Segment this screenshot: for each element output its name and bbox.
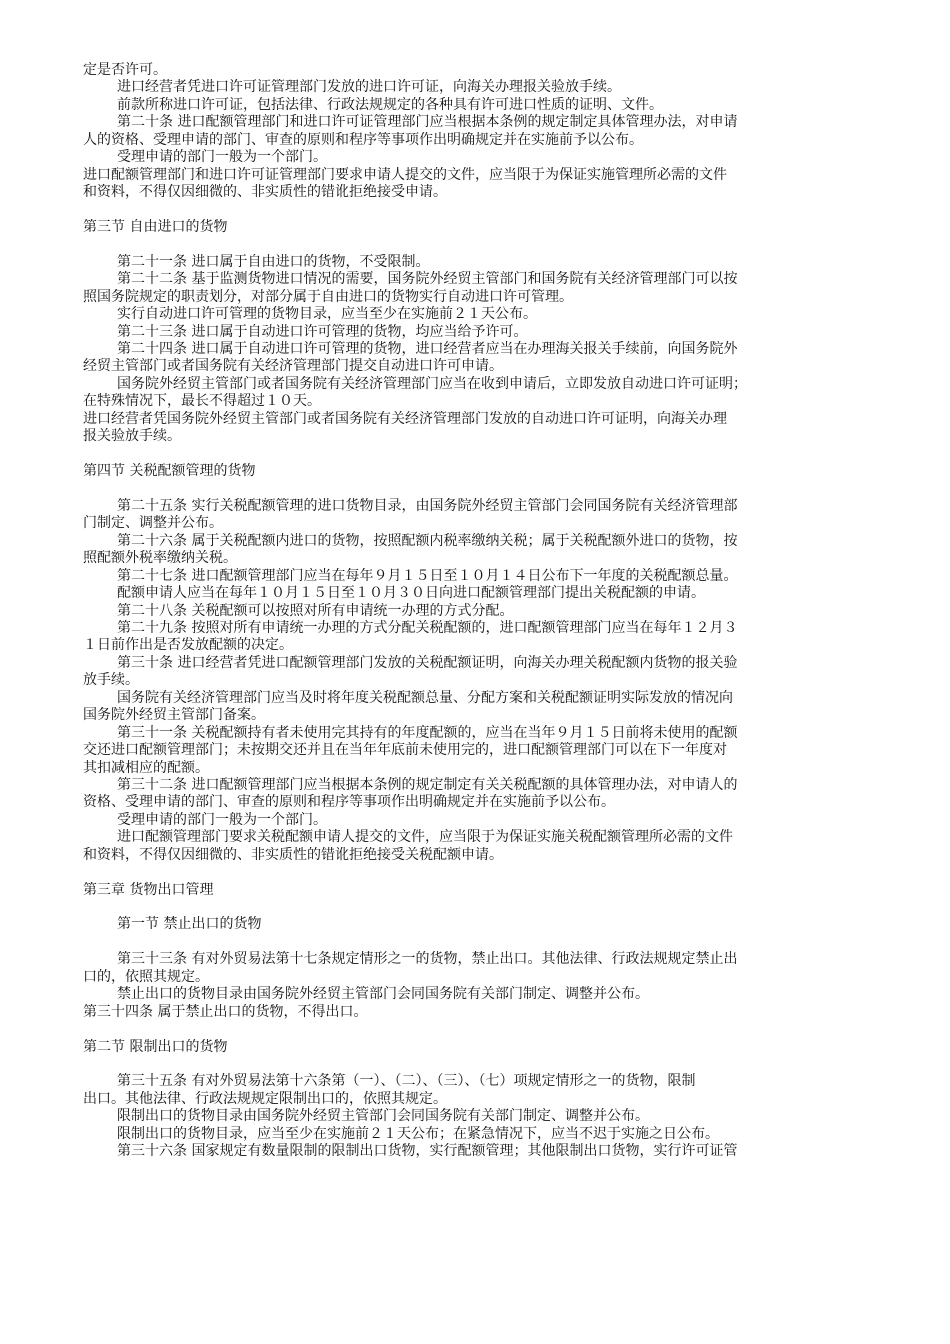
text-line: 限制出口的货物目录由国务院外经贸主管部门会同国务院有关部门制定、调整并公布。 (117, 1108, 649, 1125)
article-29: 第二十九条 按照对所有申请统一办理的方式分配关税配额的，进口配额管理部门应当在每年１２月３ (117, 620, 738, 636)
text-line: 资格、受理申请的部门、审查的原则和程序等事项作出明确规定并在实施前予以公布。 (83, 794, 615, 811)
document-body (83, 62, 869, 1161)
article-26: 第二十六条 属于关税配额内进口的货物，按照配额内税率缴纳关税；属于关税配额外进口的货物，按 (117, 532, 738, 549)
section-heading: 第四节 关税配额管理的货物 (83, 463, 256, 480)
text-line: 国务院有关经济管理部门应当及时将年度关税配额总量、分配方案和关税配额证明实际发放的情况向 (117, 689, 733, 706)
section-heading: 第二节 限制出口的货物 (83, 1038, 228, 1055)
article-20: 第二十条 进口配额管理部门和进口许可证管理部门应当根据本条例的规定制定具体管理办法，对申请 (117, 114, 738, 131)
article-34: 第三十四条 属于禁止出口的货物，不得出口。 (83, 1003, 368, 1020)
article-36: 第三十六条 国家规定有数量限制的限制出口货物，实行配额管理；其他限制出口货物，实行许可证管 (117, 1143, 738, 1160)
text-line: 配额申请人应当在每年１０月１５日至１０月３０日向进口配额管理部门提出关税配额的申请。 (117, 585, 705, 602)
article-24: 第二十四条 进口属于自动进口许可管理的货物，进口经营者应当在办理海关报关手续前，向国务院外 (117, 341, 738, 357)
text-line: 人的资格、受理申请的部门、审查的原则和程序等事项作出明确规定并在实施前予以公布。 (83, 131, 643, 148)
text-line: 口的，依照其规定。 (83, 968, 209, 985)
text-line: 经贸主管部门或者国务院有关经济管理部门提交自动进口许可申请。 (83, 358, 503, 375)
text-line: 其扣减相应的配额。 (83, 759, 209, 776)
text-line: 受理申请的部门一般为一个部门。 (117, 811, 327, 828)
text-line: 在特殊情况下，最长不得超过１０天。 (83, 393, 321, 410)
text-line: 门制定、调整并公布。 (83, 515, 223, 532)
text-line: 前款所称进口许可证，包括法律、行政法规规定的各种具有许可进口性质的证明、文件。 (117, 96, 663, 113)
text-line: 进口配额管理部门要求关税配额申请人提交的文件，应当限于为保证实施关税配额管理所必需的文件 (117, 829, 733, 846)
text-line: 照国务院规定的职责划分，对部分属于自由进口的货物实行自动进口许可管理。 (83, 288, 573, 305)
text-line: １日前作出是否发放配额的决定。 (83, 637, 293, 654)
article-30: 第三十条 进口经营者凭进口配额管理部门发放的关税配额证明，向海关办理关税配额内货物的报关验 (117, 654, 738, 671)
text-line: 进口配额管理部门和进口许可证管理部门要求申请人提交的文件，应当限于为保证实施管理所必需的文件 (83, 166, 727, 183)
text-line: 国务院外经贸主管部门备案。 (83, 707, 265, 724)
article-23: 第二十三条 进口属于自动进口许可管理的货物，均应当给予许可。 (117, 323, 528, 340)
article-28: 第二十八条 关税配额可以按照对所有申请统一办理的方式分配。 (117, 602, 514, 619)
article-21: 第二十一条 进口属于自由进口的货物，不受限制。 (117, 253, 430, 270)
text-line: 进口经营者凭国务院外经贸主管部门或者国务院有关经济管理部门发放的自动进口许可证明，向海关办理 (83, 410, 727, 427)
text-line: 国务院外经贸主管部门或者国务院有关经济管理部门应当在收到申请后，立即发放自动进口许可证明； (117, 375, 747, 392)
text-line: 禁止出口的货物目录由国务院外经贸主管部门会同国务院有关部门制定、调整并公布。 (117, 986, 649, 1003)
section-heading: 第三节 自由进口的货物 (83, 218, 228, 235)
text-line: 实行自动进口许可管理的货物目录，应当至少在实施前２１天公布。 (117, 306, 537, 323)
text-line: 和资料，不得仅因细微的、非实质性的错讹拒绝接受申请。 (83, 184, 447, 201)
article-31: 第三十一条 关税配额持有者未使用完其持有的年度配额的，应当在当年９月１５日前将未使用的配额 (117, 724, 738, 741)
article-35: 第三十五条 有对外贸易法第十六条第（一）、（二）、（三）、（七）项规定情形之一的货物，限制 (117, 1073, 696, 1090)
text-line: 交还进口配额管理部门；未按期交还并且在当年年底前未使用完的，进口配额管理部门可以在下一年度对 (83, 742, 727, 759)
article-25: 第二十五条 实行关税配额管理的进口货物目录，由国务院外经贸主管部门会同国务院有关经济管理部 (117, 497, 738, 514)
section-heading: 第一节 禁止出口的货物 (117, 916, 262, 933)
text-line: 定是否许可。 (83, 62, 167, 78)
chapter-heading: 第三章 货物出口管理 (83, 881, 214, 898)
article-32: 第三十二条 进口配额管理部门应当根据本条例的规定制定有关关税配额的具体管理办法，对申请人的 (117, 776, 738, 793)
text-line: 和资料，不得仅因细微的、非实质性的错讹拒绝接受关税配额申请。 (83, 846, 503, 863)
article-22: 第二十二条 基于监测货物进口情况的需要，国务院外经贸主管部门和国务院有关经济管理部门可以按 (117, 271, 738, 288)
text-line: 受理申请的部门一般为一个部门。 (117, 149, 327, 166)
text-line: 进口经营者凭进口许可证管理部门发放的进口许可证，向海关办理报关验放手续。 (117, 79, 621, 96)
article-33: 第三十三条 有对外贸易法第十七条规定情形之一的货物，禁止出口。其他法律、行政法规规定禁止出 (117, 951, 738, 968)
text-line: 出口。其他法律、行政法规规定限制出口的，依照其规定。 (83, 1090, 447, 1107)
text-line: 限制出口的货物目录，应当至少在实施前２１天公布；在紧急情况下，应当不迟于实施之日公布。 (117, 1125, 719, 1142)
article-27: 第二十七条 进口配额管理部门应当在每年９月１５日至１０月１４日公布下一年度的关税配额总量。 (117, 567, 738, 584)
text-line: 照配额外税率缴纳关税。 (83, 550, 237, 567)
text-line: 放手续。 (83, 672, 139, 689)
text-line: 报关验放手续。 (83, 428, 181, 445)
